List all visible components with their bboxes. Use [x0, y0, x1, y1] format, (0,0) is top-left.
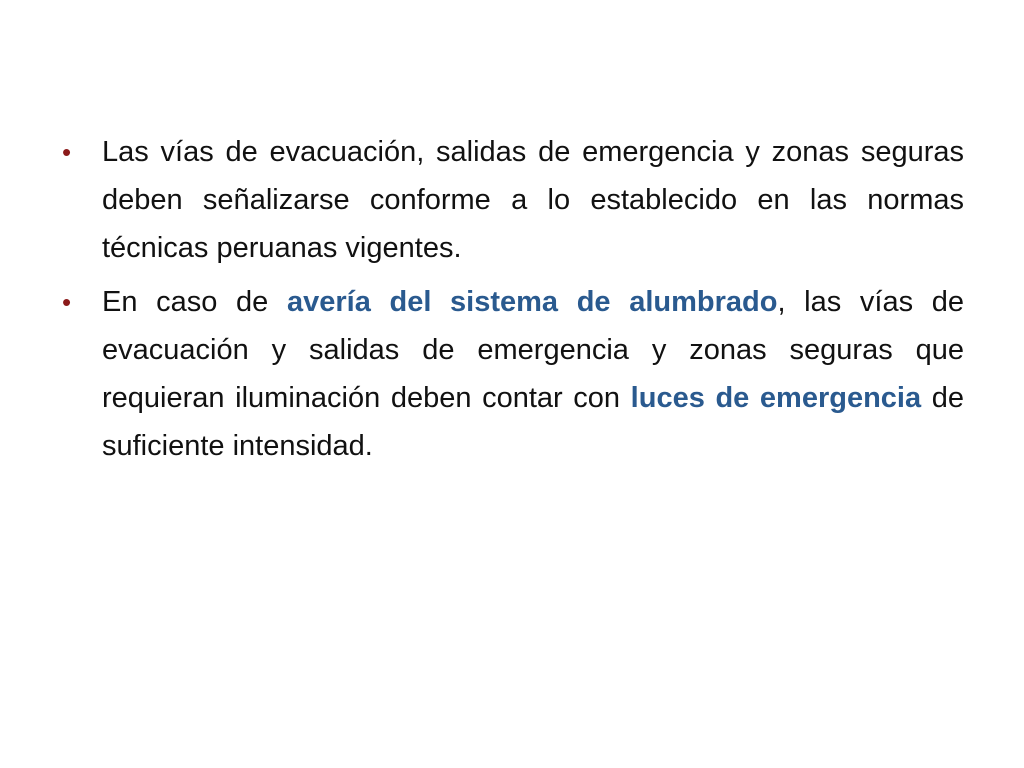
bullet-list — [62, 128, 964, 476]
bullet-text-part-1: En caso de — [102, 286, 287, 318]
bullet-item-signage — [62, 128, 964, 272]
bullet-text: Las vías de evacuación, salidas de emergencia y zonas seguras deben señalizarse conforme a lo establecido en las normas técnicas peruanas vigentes. — [102, 136, 964, 264]
bullet-icon: • — [62, 287, 72, 317]
bullet-text-part-2: , las vías de evacuación y salidas de emergencia y zonas seguras que requieran iluminación deben contar con — [102, 286, 964, 414]
emphasis-lighting-failure: avería del sistema de alumbrado — [286, 286, 778, 318]
emphasis-emergency-lights: luces de emergencia — [630, 382, 922, 414]
bullet-text-part-3: de suficiente intensidad. — [102, 382, 964, 462]
bullet-icon: • — [62, 137, 72, 167]
bullet-item-emergency-lighting — [62, 278, 964, 470]
